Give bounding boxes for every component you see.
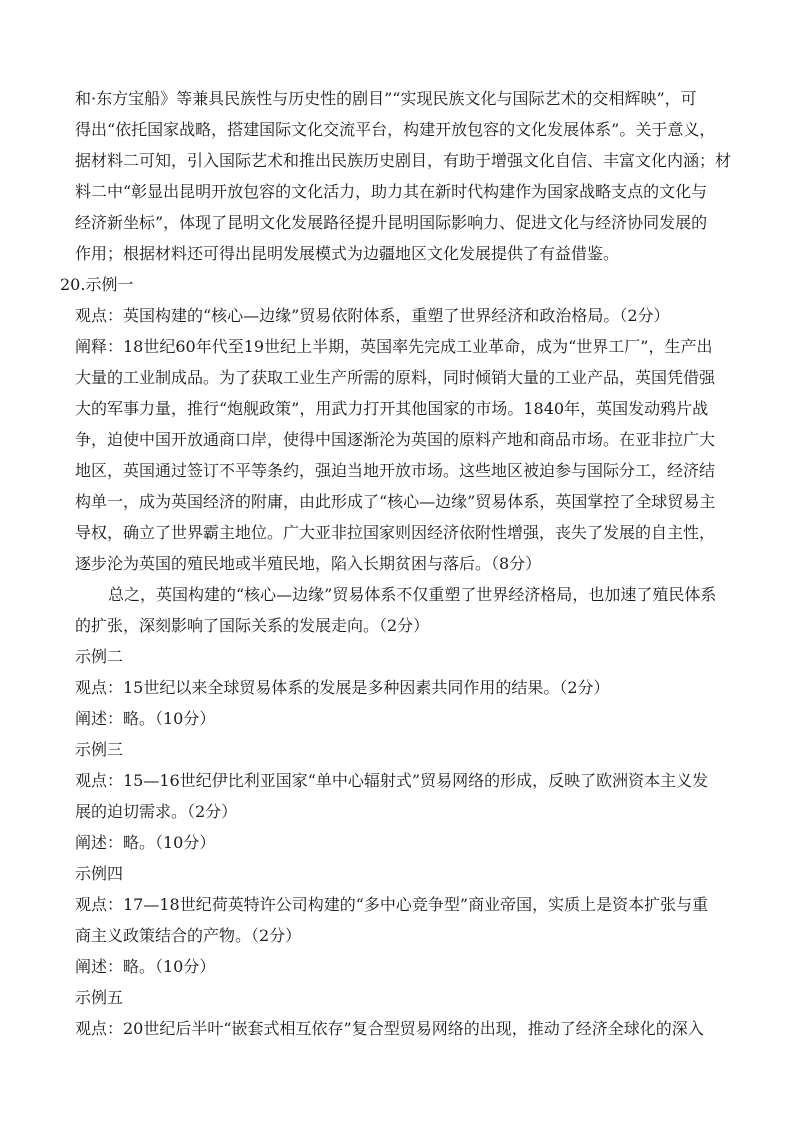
example-heading: 示例四 [75,864,124,883]
elaboration-line: 阐述：略。（10分） [75,833,216,852]
text-line: 大的军事力量，推行“炮舰政策”，用武力打开其他国家的市场。1840年，英国发动鸦片战 [75,399,709,418]
text-line: 地区，英国通过签订不平等条约，强迫当地开放市场。这些地区被迫参与国际分工，经济结 [75,461,716,480]
text-line: 和·东方宝船》等兼具民族性与历史性的剧目”“实现民族文化与国际艺术的交相辉映”，可 [75,89,697,108]
viewpoint-line: 观点：15—16世纪伊比利亚国家“单中心辐射式”贸易网络的形成，反映了欧洲资本主义发 [75,771,709,790]
example-heading: 示例二 [75,647,124,666]
example-heading: 示例五 [75,988,124,1007]
text-line: 阐释：18世纪60年代至19世纪上半期，英国率先完成工业革命，成为“世界工厂”，生产出 [75,337,713,356]
text-line: 导权，确立了世界霸主地位。广大亚非拉国家则因经济依附性增强，丧失了发展的自主性， [75,523,716,542]
elaboration-line: 阐述：略。（10分） [75,709,216,728]
viewpoint-line: 观点：英国构建的“核心—边缘”贸易依附体系，重塑了世界经济和政治格局。（2分） [75,306,670,325]
text-line: 构单一，成为英国经济的附庸，由此形成了“核心—边缘”贸易体系，英国掌控了全球贸易主 [75,492,716,511]
question-number-heading: 20.示例一 [60,275,134,294]
text-line: 经济新坐标”，体现了昆明文化发展路径提升昆明国际影响力、促进文化与经济协同发展的 [75,213,708,232]
text-line: 据材料二可知，引入国际艺术和推出民族历史剧目，有助于增强文化自信、丰富文化内涵；材 [75,151,732,170]
text-line: 逐步沦为英国的殖民地或半殖民地，陷入长期贫困与落后。（8分） [75,554,542,573]
elaboration-line: 阐述：略。（10分） [75,957,216,976]
example-heading: 示例三 [75,740,124,759]
text-line: 展的迫切需求。（2分） [75,802,238,821]
text-line: 大量的工业制成品。为了获取工业生产所需的原料，同时倾销大量的工业产品，英国凭借强 [75,368,716,387]
viewpoint-line: 观点：20世纪后半叶“嵌套式相互依存”复合型贸易网络的出现，推动了经济全球化的深入 [75,1019,704,1038]
text-line: 作用；根据材料还可得出昆明发展模式为边疆地区文化发展提供了有益借鉴。 [75,244,620,263]
summary-line: 总之，英国构建的“核心—边缘”贸易体系不仅重塑了世界经济格局，也加速了殖民体系 [108,585,717,604]
text-line: 得出“依托国家战略，搭建国际文化交流平台，构建开放包容的文化发展体系”。关于意义， [75,120,716,139]
text-line: 商主义政策结合的产物。（2分） [75,926,302,945]
viewpoint-line: 观点：15世纪以来全球贸易体系的发展是多种因素共同作用的结果。（2分） [75,678,610,697]
viewpoint-line: 观点：17—18世纪荷英特许公司构建的“多中心竞争型”商业帝国，实质上是资本扩张与重 [75,895,709,914]
text-line: 争，迫使中国开放通商口岸，使得中国逐渐沦为英国的原料产地和商品市场。在亚非拉广大 [75,430,716,449]
text-line: 料二中“彰显出昆明开放包容的文化活力，助力其在新时代构建作为国家战略支点的文化与 [75,182,708,201]
text-line: 的扩张，深刻影响了国际关系的发展走向。（2分） [75,616,430,635]
